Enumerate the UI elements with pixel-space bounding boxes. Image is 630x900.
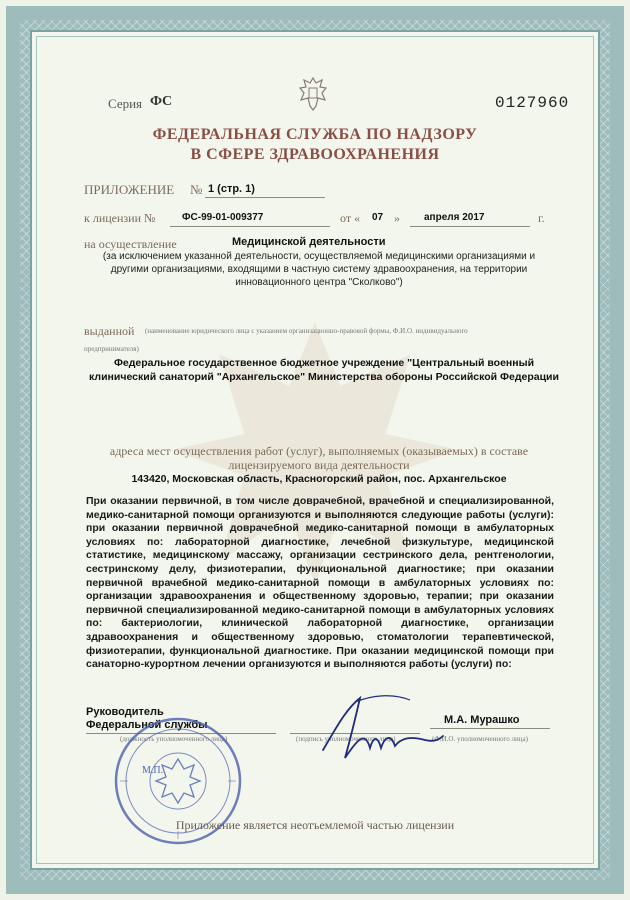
license-day: 07 xyxy=(372,212,384,223)
form-number: 0127960 xyxy=(495,94,570,112)
license-date-open: от « xyxy=(340,211,361,225)
activity-label: на осуществление xyxy=(84,237,177,251)
license-number: ФС-99-01-009377 xyxy=(182,212,264,223)
appendix-label: ПРИЛОЖЕНИЕ xyxy=(84,182,175,197)
seal-place-mark: М.П. xyxy=(142,765,164,776)
license-number-underline xyxy=(170,226,330,227)
license-month-year: апреля 2017 xyxy=(424,212,485,223)
coat-of-arms-icon xyxy=(298,76,328,112)
appendix-number-sign: № xyxy=(190,182,203,197)
license-date-underline xyxy=(410,226,530,227)
series-value: ФС xyxy=(150,94,173,109)
series-label: Серия xyxy=(108,96,143,111)
signer-position-line1: Руководитель xyxy=(86,706,164,718)
issued-hint-1: (наименование юридического лица с указанием организационно-правовой формы, Ф.И.О. индивидуального xyxy=(145,327,468,335)
license-date-close: » xyxy=(394,211,400,225)
name-hint: (Ф.И.О. уполномоченного лица) xyxy=(432,735,528,743)
signer-position-line2: Федеральной службы xyxy=(86,719,208,731)
license-label: к лицензии № xyxy=(84,211,156,225)
services-description: При оказании первичной, в том числе доврачебной, врачебной и специализированной, медико-санитарной помощи организуются и выполняются следующие работы (услуги): при оказании первичной доврачебной медико-санитарной помощи в амбулаторных условиях по: лабораторной диагностике, лечебной физкультуре, медицинской статистике, медицинскому массажу, организации сестринского дела, рентгенологии, сестринскому делу, физиотерапии, функциональной диагностике; при оказании первичной врачебной медико-санитарной помощи в амбулаторных условиях по: организации здравоохранения и общественному здоровью, терапии; при оказании первичной специализированной медико-санитарной помощи в амбулаторных условиях по: бактериологии, клинической лабораторной диагностике, организации здравоохранения и общественному здоровью, стоматологии терапевтической, физиотерапии, функциональной диагностике. При оказании медицинской помощи при санаторно-курортном лечении организуются и выполняются работы (услуги) по: xyxy=(86,495,554,671)
position-hint: (должность уполномоченного лица) xyxy=(120,735,228,743)
name-underline xyxy=(430,728,550,729)
issued-hint-2: предпринимателя) xyxy=(84,345,139,353)
appendix-underline xyxy=(205,197,325,198)
address-label: адреса мест осуществления работ (услуг), выполняемых (оказываемых) в составе лицензируемого вида деятельности xyxy=(109,444,529,472)
address-value: 143420, Московская область, Красногорский район, пос. Архангельское xyxy=(131,473,507,485)
appendix-value: 1 (стр. 1) xyxy=(208,183,255,195)
issued-organization: Федеральное государственное бюджетное учреждение "Центральный военный клинический санаторий "Архангельское" Министерства обороны Российской Федерации xyxy=(89,357,559,383)
activity-note: (за исключением указанной деятельности, осуществляемой медицинскими организациями и другими организациями, входящими в частную систему здравоохранения, на территории инновационного центра "Сколково") xyxy=(102,251,536,288)
signature-hint: (подпись уполномоченного лица) xyxy=(296,735,396,743)
activity-value: Медицинской деятельности xyxy=(232,236,386,248)
footer-note: Приложение является неотъемлемой частью лицензии xyxy=(175,818,455,832)
agency-title-line1: ФЕДЕРАЛЬНАЯ СЛУЖБА ПО НАДЗОРУ xyxy=(152,126,478,143)
agency-title-line2: В СФЕРЕ ЗДРАВООХРАНЕНИЯ xyxy=(190,146,440,163)
handwritten-signature-icon xyxy=(315,690,445,765)
license-year-suffix: г. xyxy=(538,211,545,225)
issued-label: выданной xyxy=(84,324,135,338)
signer-name: М.А. Мурашко xyxy=(444,714,520,726)
